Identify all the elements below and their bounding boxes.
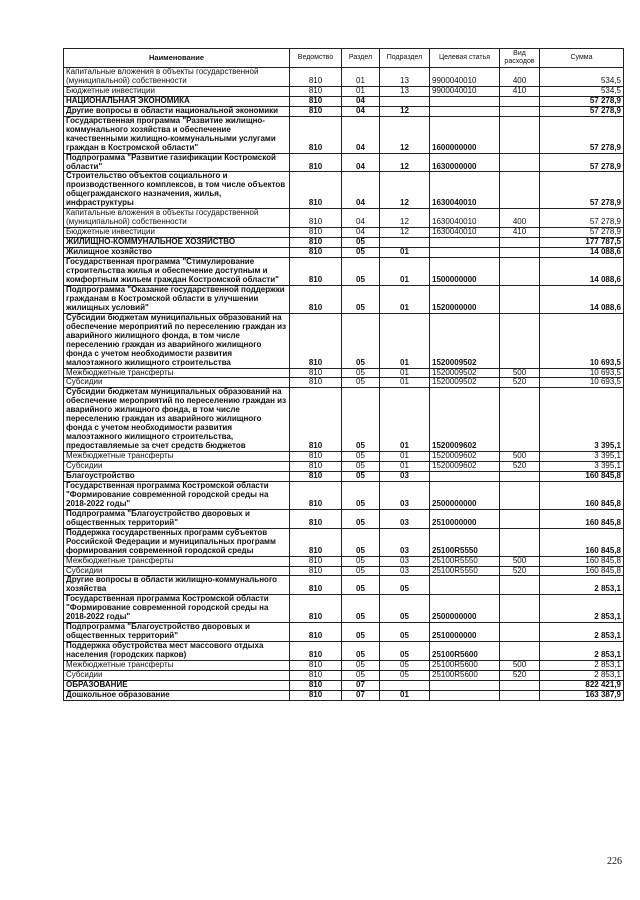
table-row [64, 106, 624, 116]
cell-section: 05 [342, 238, 380, 248]
cell-target: 25100R5550 [430, 566, 500, 576]
cell-section: 05 [342, 481, 380, 509]
cell-subsection: 12 [380, 116, 430, 153]
cell-exp-type [500, 528, 540, 556]
cell-sum: 2 853,1 [540, 642, 624, 661]
cell-sum: 57 278,9 [540, 172, 624, 209]
cell-name: ОБРАЗОВАНИЕ [64, 680, 290, 690]
cell-target: 1630040010 [430, 228, 500, 238]
cell-target: 1500000000 [430, 258, 500, 286]
cell-section: 05 [342, 661, 380, 671]
cell-sum: 10 693,5 [540, 368, 624, 378]
cell-subsection: 01 [380, 690, 430, 700]
cell-exp-type: 500 [500, 556, 540, 566]
cell-name: Другие вопросы в области национальной экономики [64, 106, 290, 116]
cell-dept: 810 [290, 509, 342, 528]
cell-subsection: 03 [380, 556, 430, 566]
cell-section: 05 [342, 471, 380, 481]
cell-target [430, 248, 500, 258]
cell-target: 25100R5600 [430, 661, 500, 671]
cell-dept: 810 [290, 481, 342, 509]
cell-section: 07 [342, 690, 380, 700]
table-header-row [64, 49, 624, 68]
cell-exp-type [500, 172, 540, 209]
table-row [64, 642, 624, 661]
cell-subsection: 05 [380, 595, 430, 623]
page-number: 226 [607, 856, 622, 867]
cell-subsection: 03 [380, 481, 430, 509]
cell-sum: 57 278,9 [540, 116, 624, 153]
cell-target [430, 576, 500, 595]
cell-exp-type [500, 509, 540, 528]
cell-dept: 810 [290, 471, 342, 481]
cell-target: 1520009502 [430, 378, 500, 388]
cell-exp-type [500, 153, 540, 172]
cell-section: 05 [342, 248, 380, 258]
cell-name: Межбюджетные трансферты [64, 556, 290, 566]
cell-target: 1520009502 [430, 313, 500, 368]
cell-section: 01 [342, 86, 380, 96]
cell-section: 04 [342, 228, 380, 238]
table-row [64, 172, 624, 209]
table-row [64, 313, 624, 368]
cell-exp-type: 520 [500, 671, 540, 681]
cell-dept: 810 [290, 96, 342, 106]
cell-sum: 160 845,8 [540, 556, 624, 566]
cell-sum: 177 787,5 [540, 238, 624, 248]
cell-exp-type: 500 [500, 661, 540, 671]
cell-target: 25100R5600 [430, 642, 500, 661]
cell-exp-type: 400 [500, 68, 540, 87]
cell-sum: 57 278,9 [540, 96, 624, 106]
cell-sum: 160 845,8 [540, 481, 624, 509]
cell-target: 2500000000 [430, 595, 500, 623]
cell-sum: 534,5 [540, 86, 624, 96]
cell-section: 05 [342, 388, 380, 452]
table-row [64, 576, 624, 595]
table-row [64, 680, 624, 690]
budget-table [63, 48, 624, 701]
cell-target: 2510000000 [430, 623, 500, 642]
cell-subsection: 03 [380, 471, 430, 481]
table-row [64, 690, 624, 700]
header-section: Раздел [342, 49, 380, 68]
cell-sum: 3 395,1 [540, 388, 624, 452]
cell-subsection: 12 [380, 153, 430, 172]
cell-exp-type [500, 96, 540, 106]
cell-dept: 810 [290, 452, 342, 462]
cell-subsection: 01 [380, 258, 430, 286]
cell-sum: 10 693,5 [540, 378, 624, 388]
cell-target: 25100R5600 [430, 671, 500, 681]
cell-target: 1520009602 [430, 452, 500, 462]
table-row [64, 258, 624, 286]
cell-subsection: 01 [380, 378, 430, 388]
table-row [64, 661, 624, 671]
cell-exp-type [500, 690, 540, 700]
cell-target: 2510000000 [430, 509, 500, 528]
cell-subsection: 05 [380, 671, 430, 681]
cell-dept: 810 [290, 576, 342, 595]
cell-section: 04 [342, 209, 380, 228]
cell-sum: 14 088,6 [540, 248, 624, 258]
cell-dept: 810 [290, 368, 342, 378]
cell-dept: 810 [290, 556, 342, 566]
cell-subsection: 13 [380, 68, 430, 87]
cell-sum: 160 845,8 [540, 471, 624, 481]
cell-name: Бюджетные инвестиции [64, 228, 290, 238]
cell-dept: 810 [290, 623, 342, 642]
cell-subsection: 01 [380, 248, 430, 258]
cell-section: 05 [342, 642, 380, 661]
cell-dept: 810 [290, 671, 342, 681]
cell-exp-type: 500 [500, 368, 540, 378]
table-row [64, 228, 624, 238]
table-row [64, 285, 624, 313]
cell-section: 05 [342, 556, 380, 566]
cell-subsection: 03 [380, 528, 430, 556]
cell-name: Благоустройство [64, 471, 290, 481]
cell-target: 1630000000 [430, 153, 500, 172]
cell-subsection: 12 [380, 209, 430, 228]
table-row [64, 96, 624, 106]
cell-target: 2500000000 [430, 481, 500, 509]
cell-target: 1520000000 [430, 285, 500, 313]
cell-target: 1630040010 [430, 172, 500, 209]
cell-name: Капитальные вложения в объекты государственной (муниципальной) собственности [64, 209, 290, 228]
table-row [64, 509, 624, 528]
cell-subsection: 01 [380, 285, 430, 313]
cell-section: 04 [342, 153, 380, 172]
cell-exp-type [500, 576, 540, 595]
cell-name: Поддержка государственных программ субъектов Российской Федерации и муниципальных программ формирования современной городской среды [64, 528, 290, 556]
cell-subsection: 03 [380, 566, 430, 576]
cell-sum: 2 853,1 [540, 623, 624, 642]
cell-exp-type [500, 623, 540, 642]
cell-name: Бюджетные инвестиции [64, 86, 290, 96]
cell-sum: 57 278,9 [540, 209, 624, 228]
cell-sum: 160 845,8 [540, 566, 624, 576]
cell-name: Субсидии [64, 566, 290, 576]
cell-section: 04 [342, 96, 380, 106]
table-row [64, 528, 624, 556]
cell-sum: 57 278,9 [540, 228, 624, 238]
cell-target: 1520009602 [430, 388, 500, 452]
header-sum: Сумма [540, 49, 624, 68]
cell-target [430, 238, 500, 248]
cell-section: 05 [342, 566, 380, 576]
cell-dept: 810 [290, 258, 342, 286]
cell-dept: 810 [290, 248, 342, 258]
header-name: Наименование [64, 49, 290, 68]
cell-subsection: 05 [380, 661, 430, 671]
cell-section: 07 [342, 680, 380, 690]
table-row [64, 481, 624, 509]
cell-dept: 810 [290, 285, 342, 313]
cell-subsection: 01 [380, 368, 430, 378]
cell-target: 25100R5550 [430, 556, 500, 566]
cell-exp-type [500, 248, 540, 258]
table-row [64, 68, 624, 87]
cell-dept: 810 [290, 595, 342, 623]
cell-target [430, 690, 500, 700]
cell-section: 05 [342, 313, 380, 368]
table-row [64, 556, 624, 566]
cell-name: Субсидии [64, 378, 290, 388]
cell-subsection: 12 [380, 228, 430, 238]
cell-dept: 810 [290, 388, 342, 452]
cell-target: 9900040010 [430, 86, 500, 96]
cell-target [430, 471, 500, 481]
cell-target: 1520009502 [430, 368, 500, 378]
cell-subsection: 01 [380, 462, 430, 472]
cell-name: Субсидии [64, 462, 290, 472]
cell-dept: 810 [290, 378, 342, 388]
cell-subsection: 13 [380, 86, 430, 96]
table-row [64, 86, 624, 96]
cell-target [430, 680, 500, 690]
cell-name: Межбюджетные трансферты [64, 452, 290, 462]
cell-target: 1600000000 [430, 116, 500, 153]
cell-name: Дошкольное образование [64, 690, 290, 700]
cell-name: Подпрограмма "Оказание государственной поддержки гражданам в Костромской области в улучшении жилищных условий" [64, 285, 290, 313]
cell-sum: 14 088,6 [540, 285, 624, 313]
cell-dept: 810 [290, 680, 342, 690]
cell-name: Подпрограмма "Развитие газификации Костромской области" [64, 153, 290, 172]
cell-dept: 810 [290, 566, 342, 576]
cell-section: 05 [342, 528, 380, 556]
cell-subsection: 01 [380, 313, 430, 368]
cell-dept: 810 [290, 172, 342, 209]
cell-name: Поддержка обустройства мест массового отдыха населения (городских парков) [64, 642, 290, 661]
cell-sum: 163 387,9 [540, 690, 624, 700]
cell-sum: 2 853,1 [540, 661, 624, 671]
cell-sum: 3 395,1 [540, 462, 624, 472]
cell-section: 04 [342, 116, 380, 153]
cell-exp-type [500, 680, 540, 690]
cell-dept: 810 [290, 462, 342, 472]
table-row [64, 388, 624, 452]
header-exp-type: Вид расходов [500, 49, 540, 68]
cell-sum: 2 853,1 [540, 595, 624, 623]
cell-name: Жилищное хозяйство [64, 248, 290, 258]
cell-subsection [380, 238, 430, 248]
cell-name: Капитальные вложения в объекты государственной (муниципальной) собственности [64, 68, 290, 87]
cell-section: 05 [342, 509, 380, 528]
cell-target [430, 96, 500, 106]
cell-section: 05 [342, 595, 380, 623]
cell-subsection: 12 [380, 172, 430, 209]
cell-name: Субсидии бюджетам муниципальных образований на обеспечение мероприятий по переселению граждан из аварийного жилищного фонда, в том числе переселению граждан из аварийного жилищного фонда с учетом необходимости развития малоэтажного жилищного строительства [64, 313, 290, 368]
cell-section: 05 [342, 378, 380, 388]
cell-subsection [380, 680, 430, 690]
table-row [64, 153, 624, 172]
cell-target: 1630040010 [430, 209, 500, 228]
cell-name: Государственная программа Костромской области "Формирование современной городской среды на 2018-2022 годы" [64, 481, 290, 509]
header-subsection: Подраздел [380, 49, 430, 68]
cell-dept: 810 [290, 153, 342, 172]
table-row [64, 248, 624, 258]
cell-exp-type [500, 642, 540, 661]
cell-subsection: 01 [380, 452, 430, 462]
cell-name: Субсидии бюджетам муниципальных образований на обеспечение мероприятий по переселению граждан из аварийного жилищного фонда, в том числе переселению граждан из аварийного жилищного фонда с учетом необходимости развития малоэтажного жилищного строительства, предоставляемые за счет средств бюджетов [64, 388, 290, 452]
cell-sum: 57 278,9 [540, 106, 624, 116]
table-row [64, 238, 624, 248]
cell-name: Межбюджетные трансферты [64, 661, 290, 671]
cell-sum: 57 278,9 [540, 153, 624, 172]
cell-name: Строительство объектов социального и производственного комплексов, в том числе объектов общегражданского назначения, жилья, инфраструктуры [64, 172, 290, 209]
table-row [64, 452, 624, 462]
cell-exp-type [500, 313, 540, 368]
cell-dept: 810 [290, 661, 342, 671]
cell-sum: 160 845,8 [540, 528, 624, 556]
cell-exp-type [500, 388, 540, 452]
cell-name: Государственная программа Костромской области "Формирование современной городской среды на 2018-2022 годы" [64, 595, 290, 623]
cell-exp-type: 400 [500, 209, 540, 228]
cell-exp-type: 520 [500, 566, 540, 576]
cell-dept: 810 [290, 642, 342, 661]
cell-section: 05 [342, 462, 380, 472]
table-row [64, 116, 624, 153]
cell-name: Государственная программа "Развитие жилищно-коммунального хозяйства и обеспечение качественными жилищно-коммунальными услугами граждан в Костромской области" [64, 116, 290, 153]
cell-name: Межбюджетные трансферты [64, 368, 290, 378]
table-row [64, 378, 624, 388]
cell-exp-type [500, 481, 540, 509]
cell-name: ЖИЛИЩНО-КОММУНАЛЬНОЕ ХОЗЯЙСТВО [64, 238, 290, 248]
cell-sum: 10 693,5 [540, 313, 624, 368]
header-target: Целевая статья [430, 49, 500, 68]
cell-section: 05 [342, 258, 380, 286]
cell-target: 25100R5550 [430, 528, 500, 556]
cell-section: 05 [342, 452, 380, 462]
table-row [64, 462, 624, 472]
cell-exp-type [500, 285, 540, 313]
table-row [64, 471, 624, 481]
header-dept: Ведомство [290, 49, 342, 68]
cell-name: Субсидии [64, 671, 290, 681]
cell-dept: 810 [290, 68, 342, 87]
cell-exp-type [500, 595, 540, 623]
cell-section: 04 [342, 172, 380, 209]
cell-section: 05 [342, 285, 380, 313]
cell-subsection: 12 [380, 106, 430, 116]
cell-target: 1520009602 [430, 462, 500, 472]
cell-subsection: 01 [380, 388, 430, 452]
cell-exp-type: 500 [500, 452, 540, 462]
cell-exp-type: 520 [500, 462, 540, 472]
cell-section: 04 [342, 106, 380, 116]
cell-subsection [380, 96, 430, 106]
cell-exp-type: 410 [500, 228, 540, 238]
cell-section: 05 [342, 368, 380, 378]
cell-subsection: 05 [380, 623, 430, 642]
cell-section: 05 [342, 576, 380, 595]
cell-dept: 810 [290, 209, 342, 228]
cell-target [430, 106, 500, 116]
cell-name: НАЦИОНАЛЬНАЯ ЭКОНОМИКА [64, 96, 290, 106]
table-row [64, 671, 624, 681]
cell-sum: 2 853,1 [540, 671, 624, 681]
cell-dept: 810 [290, 528, 342, 556]
cell-exp-type [500, 471, 540, 481]
cell-exp-type: 410 [500, 86, 540, 96]
cell-sum: 2 853,1 [540, 576, 624, 595]
cell-exp-type [500, 106, 540, 116]
cell-sum: 3 395,1 [540, 452, 624, 462]
cell-sum: 160 845,8 [540, 509, 624, 528]
cell-exp-type [500, 258, 540, 286]
cell-dept: 810 [290, 116, 342, 153]
cell-sum: 14 088,6 [540, 258, 624, 286]
table-row [64, 368, 624, 378]
cell-subsection: 05 [380, 576, 430, 595]
cell-dept: 810 [290, 86, 342, 96]
cell-name: Государственная программа "Стимулирование строительства жилья и обеспечение доступным и комфортным жильем граждан Костромской области" [64, 258, 290, 286]
cell-target: 9900040010 [430, 68, 500, 87]
cell-sum: 822 421,9 [540, 680, 624, 690]
cell-dept: 810 [290, 106, 342, 116]
table-row [64, 595, 624, 623]
cell-name: Другие вопросы в области жилищно-коммунального хозяйства [64, 576, 290, 595]
cell-dept: 810 [290, 238, 342, 248]
cell-section: 05 [342, 623, 380, 642]
cell-subsection: 05 [380, 642, 430, 661]
cell-dept: 810 [290, 313, 342, 368]
cell-dept: 810 [290, 690, 342, 700]
table-row [64, 209, 624, 228]
cell-name: Подпрограмма "Благоустройство дворовых и общественных территорий" [64, 623, 290, 642]
table-row [64, 623, 624, 642]
table-row [64, 566, 624, 576]
cell-exp-type [500, 116, 540, 153]
cell-section: 01 [342, 68, 380, 87]
cell-sum: 534,5 [540, 68, 624, 87]
cell-subsection: 03 [380, 509, 430, 528]
cell-exp-type [500, 238, 540, 248]
cell-section: 05 [342, 671, 380, 681]
cell-dept: 810 [290, 228, 342, 238]
cell-name: Подпрограмма "Благоустройство дворовых и общественных территорий" [64, 509, 290, 528]
cell-exp-type: 520 [500, 378, 540, 388]
